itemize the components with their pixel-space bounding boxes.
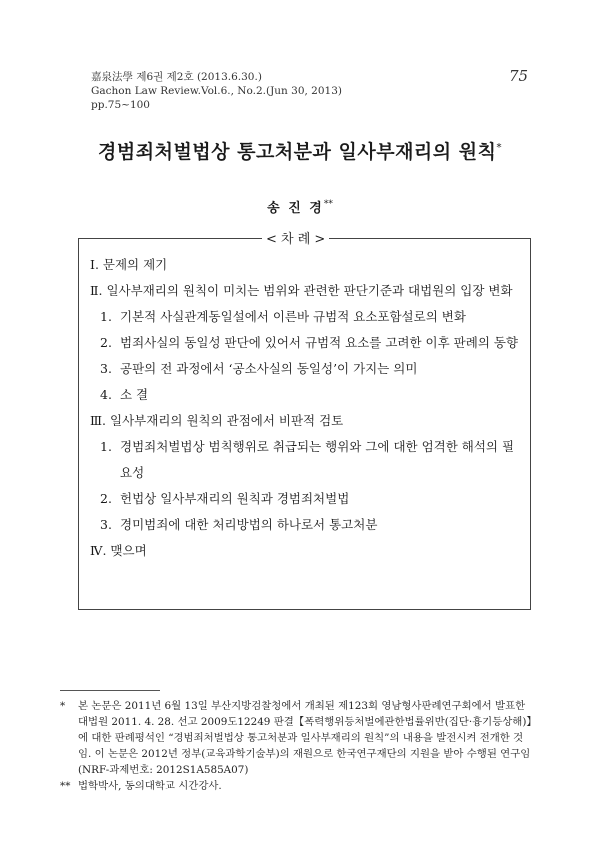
- paper-title: [0, 137, 600, 164]
- author-name: 송 진 경: [267, 201, 324, 216]
- footnote: [60, 778, 534, 794]
- toc-item-number: Ⅳ.: [90, 543, 107, 558]
- table-of-contents: [90, 252, 526, 564]
- footnote-mark: *: [60, 700, 66, 712]
- toc-item: [90, 356, 526, 382]
- toc-item-number: Ⅰ.: [90, 257, 99, 272]
- footnotes: [60, 698, 534, 794]
- toc-item-text: 범죄사실의 동일성 판단에 있어서 규범적 요소를 고려한 이후 판례의 동향: [120, 335, 519, 350]
- toc-item: [90, 382, 526, 408]
- footnote-mark: **: [60, 780, 71, 792]
- toc-label: < 차 례 >: [262, 228, 329, 247]
- toc-item: [90, 486, 526, 512]
- toc-item-number: 4.: [100, 387, 112, 402]
- toc-item: [90, 330, 526, 356]
- toc-item-number: Ⅱ.: [90, 283, 103, 298]
- toc-item-number: 2.: [100, 491, 112, 506]
- journal-header: [91, 70, 342, 112]
- author: [0, 197, 600, 216]
- footnote: [60, 698, 534, 778]
- journal-pages-line: pp.75~100: [91, 99, 150, 111]
- toc-item-text: 소 결: [120, 387, 149, 402]
- page-number: 75: [509, 67, 529, 85]
- toc-item-number: 1.: [100, 309, 112, 324]
- toc-item-text: 일사부재리의 원칙이 미치는 범위와 관련한 판단기준과 대법원의 입장 변화: [106, 283, 513, 298]
- toc-item: [90, 512, 526, 538]
- toc-item-text: 기본적 사실관계동일설에서 이른바 규범적 요소포함설로의 변화: [120, 309, 466, 324]
- toc-item-number: 3.: [100, 517, 112, 532]
- journal-english-line: Gachon Law Review.Vol.6., No.2.(Jun 30, 2013): [91, 85, 343, 97]
- toc-item-text: 경범죄처벌법상 범칙행위로 취급되는 행위와 그에 대한 엄격한 해석의 필요성: [120, 439, 515, 480]
- toc-item-text: 공판의 전 과정에서 ‘공소사실의 동일성’이 가지는 의미: [120, 361, 418, 376]
- toc-item-number: 3.: [100, 361, 112, 376]
- title-footnote-mark: *: [496, 142, 502, 154]
- footnote-text: 본 논문은 2011년 6월 13일 부산지방검찰청에서 개최된 제123회 영남형사판례연구회에서 발표한 대법원 2011. 4. 28. 선고 2009도12249 판결【폭력행위등처벌에관한법률위반(집단·흉기등상해)】에 대한 판례평석인 “경범죄처벌법상 통고처분과 일사부재리의 원칙”의 내용을 발전시켜 전개한 것임. 이 논문은 2012년 정부(교육과학기술부)의 재원으로 한국연구재단의 지원을 받아 수행된 연구임(NRF-과제번호: 2012S1A585A07): [78, 700, 532, 776]
- toc-item: [90, 252, 526, 278]
- toc-item-number: 2.: [100, 335, 112, 350]
- toc-item: [90, 408, 526, 434]
- toc-item-text: 헌법상 일사부재리의 원칙과 경범죄처벌법: [120, 491, 350, 506]
- toc-item: [90, 434, 526, 486]
- toc-item-text: 문제의 제기: [102, 257, 168, 272]
- toc-item: [90, 278, 526, 304]
- paper-title-text: 경범죄처벌법상 통고처분과 일사부재리의 원칙: [98, 141, 497, 163]
- toc-item-text: 일사부재리의 원칙의 관점에서 비판적 검토: [110, 413, 344, 428]
- toc-item-number: 1.: [100, 439, 112, 454]
- toc-item-text: 경미범죄에 대한 처리방법의 하나로서 통고처분: [120, 517, 378, 532]
- toc-item: [90, 538, 526, 564]
- author-footnote-mark: **: [323, 199, 333, 210]
- footnote-text: 법학박사, 동의대학교 시간강사.: [78, 780, 222, 792]
- toc-item-number: Ⅲ.: [90, 413, 107, 428]
- journal-title-line: 嘉泉法學 제6권 제2호 (2013.6.30.): [91, 71, 262, 83]
- toc-item-text: 맺으며: [110, 543, 147, 558]
- toc-item: [90, 304, 526, 330]
- footnote-divider: [60, 690, 160, 691]
